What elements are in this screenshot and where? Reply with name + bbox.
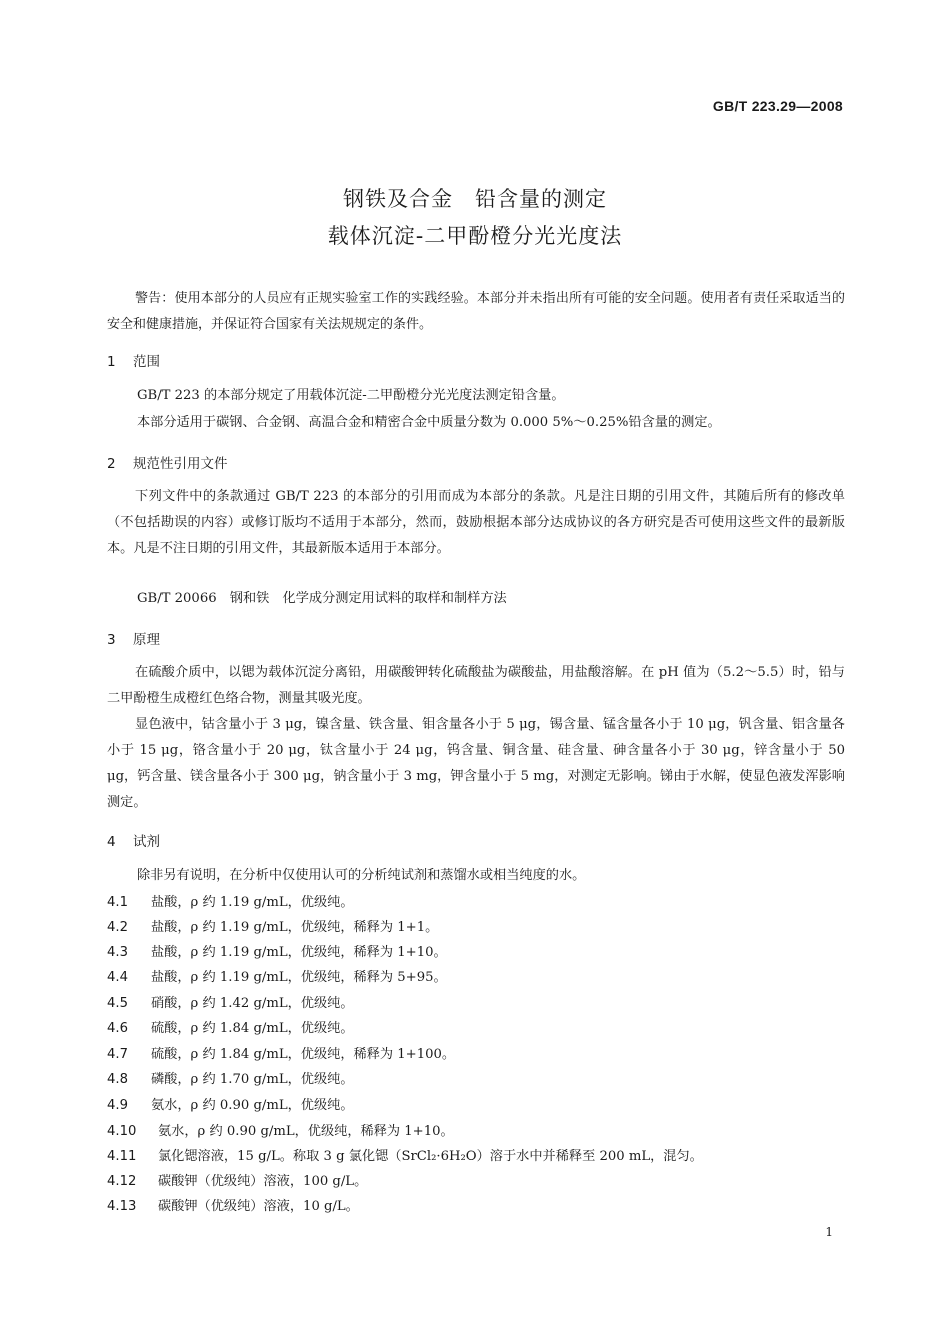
section-number: 3 xyxy=(107,632,116,648)
section-1-paragraph-1: GB/T 223 的本部分规定了用载体沉淀-二甲酚橙分光光度法测定铅含量。 xyxy=(137,388,565,403)
section-number: 2 xyxy=(107,456,116,472)
item-number: 4.4 xyxy=(107,970,128,985)
item-text: 硫酸，ρ 约 1.84 g/mL，优级纯。 xyxy=(151,1021,354,1036)
item-text: 碳酸钾（优级纯）溶液，100 g/L。 xyxy=(158,1174,368,1189)
item-number: 4.10 xyxy=(107,1124,137,1139)
reagent-item xyxy=(107,1172,367,1192)
section-title: 范围 xyxy=(133,354,160,370)
section-2-heading xyxy=(107,452,228,472)
item-number: 4.2 xyxy=(107,920,128,935)
section-4-intro: 除非另有说明，在分析中仅使用认可的分析纯试剂和蒸馏水或相当纯度的水。 xyxy=(137,868,586,883)
item-number: 4.8 xyxy=(107,1072,128,1087)
item-number: 4.9 xyxy=(107,1098,128,1113)
reagent-item xyxy=(107,893,354,913)
item-number: 4.5 xyxy=(107,996,128,1011)
reagent-item xyxy=(107,1147,703,1167)
reagent-item xyxy=(107,994,354,1014)
item-number: 4.12 xyxy=(107,1174,137,1189)
section-number: 1 xyxy=(107,354,116,370)
item-text: 氨水，ρ 约 0.90 g/mL，优级纯，稀释为 1+10。 xyxy=(158,1124,454,1139)
reagent-item xyxy=(107,1019,354,1039)
warning-paragraph: 警告：使用本部分的人员应有正规实验室工作的实践经验。本部分并未指出所有可能的安全问题。使用者有责任采取适当的安全和健康措施，并保证符合国家有关法规规定的条件。 xyxy=(107,291,845,332)
item-text: 盐酸，ρ 约 1.19 g/mL，优级纯，稀释为 5+95。 xyxy=(151,970,447,985)
item-number: 4.11 xyxy=(107,1149,137,1164)
section-1-heading xyxy=(107,350,160,370)
section-number: 4 xyxy=(107,834,116,850)
reagent-item xyxy=(107,968,447,988)
item-text: 硫酸，ρ 约 1.84 g/mL，优级纯，稀释为 1+100。 xyxy=(151,1047,456,1062)
item-text: 盐酸，ρ 约 1.19 g/mL，优级纯，稀释为 1+1。 xyxy=(151,920,439,935)
document-title-line2: 载体沉淀-二甲酚橙分光光度法 xyxy=(327,224,623,248)
item-number: 4.6 xyxy=(107,1021,128,1036)
reagent-item xyxy=(107,918,438,938)
reagent-item xyxy=(107,1096,354,1116)
section-title: 试剂 xyxy=(133,834,160,850)
item-number: 4.1 xyxy=(107,895,128,910)
item-text: 氨水，ρ 约 0.90 g/mL，优级纯。 xyxy=(151,1098,354,1113)
section-title: 原理 xyxy=(133,632,160,648)
document-title-line1: 钢铁及合金 铅含量的测定 xyxy=(343,187,607,211)
section-4-heading xyxy=(107,830,160,850)
item-text: 磷酸，ρ 约 1.70 g/mL，优级纯。 xyxy=(151,1072,354,1087)
item-text: 盐酸，ρ 约 1.19 g/mL，优级纯。 xyxy=(151,895,354,910)
standard-number: GB/T 223.29—2008 xyxy=(712,98,843,114)
normative-reference: GB/T 20066 钢和铁 化学成分测定用试料的取样和制样方法 xyxy=(137,591,507,606)
item-number: 4.3 xyxy=(107,945,128,960)
item-number: 4.13 xyxy=(107,1199,137,1214)
item-text: 硝酸，ρ 约 1.42 g/mL，优级纯。 xyxy=(151,996,354,1011)
reagent-item xyxy=(107,943,447,963)
section-3-heading xyxy=(107,628,160,648)
section-1-paragraph-2: 本部分适用于碳钢、合金钢、高温合金和精密合金中质量分数为 0.000 5%～0.25%铅含量的测定。 xyxy=(137,415,721,430)
section-title: 规范性引用文件 xyxy=(133,456,228,472)
reagent-item xyxy=(107,1045,455,1065)
reagent-item xyxy=(107,1197,359,1217)
section-2-paragraph-1: 下列文件中的条款通过 GB/T 223 的本部分的引用而成为本部分的条款。凡是注日期的引用文件，其随后所有的修改单（不包括勘误的内容）或修订版均不适用于本部分，然而，鼓励根据本部分达成协议的各方研究是否可使用这些文件的最新版本。凡是不注日期的引用文件，其最新版本适用于本部分。 xyxy=(107,489,845,556)
reagent-item xyxy=(107,1122,454,1142)
section-3-paragraph-1: 在硫酸介质中，以锶为载体沉淀分离铅，用碳酸钾转化硫酸盐为碳酸盐，用盐酸溶解。在 pH 值为（5.2～5.5）时，铅与二甲酚橙生成橙红色络合物，测量其吸光度。 xyxy=(107,665,845,706)
section-3-paragraph-2: 显色液中，钴含量小于 3 μg，镍含量、铁含量、钼含量各小于 5 μg，锡含量、锰含量各小于 10 μg，钒含量、铝含量各小于 15 μg，铬含量小于 20 μg，钛含量小于 24 μg，钨含量、铜含量、硅含量、砷含量各小于 30 μg，锌含量小于 50 μg，钙含量、镁含量各小于 300 μg，钠含量小于 3 mg，钾含量小于 5 mg，对测定无影响。锑由于水解，使显色液发浑影响测定。 xyxy=(107,717,845,810)
page-number: 1 xyxy=(825,1225,833,1239)
item-text: 氯化锶溶液，15 g/L。称取 3 g 氯化锶（SrCl₂·6H₂O）溶于水中并稀释至 200 mL，混匀。 xyxy=(158,1149,703,1164)
item-text: 碳酸钾（优级纯）溶液，10 g/L。 xyxy=(158,1199,359,1214)
item-text: 盐酸，ρ 约 1.19 g/mL，优级纯，稀释为 1+10。 xyxy=(151,945,447,960)
reagent-item xyxy=(107,1070,354,1090)
item-number: 4.7 xyxy=(107,1047,128,1062)
